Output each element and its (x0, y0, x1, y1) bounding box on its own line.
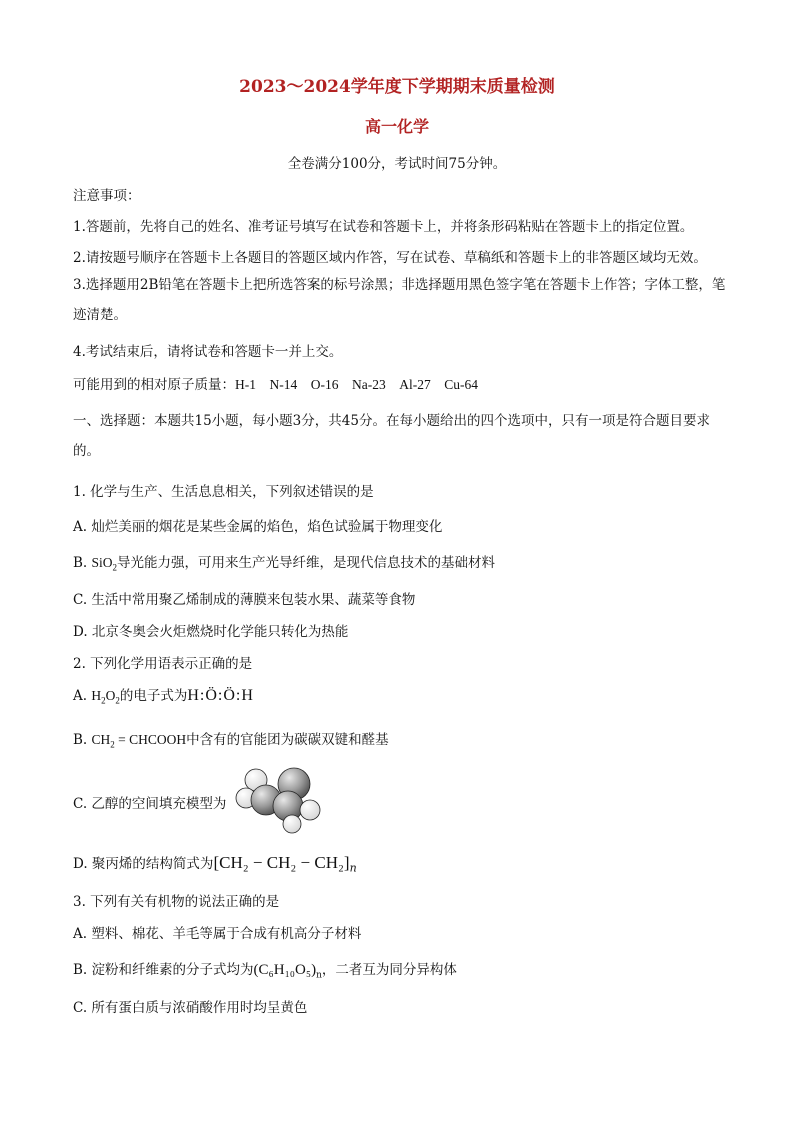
q2-option-b: B. $CH_2$ = CHCOOH中含有的官能团为碳碳双键和醛基 (73, 732, 389, 750)
notice-item-2: 2.请按题号顺序在答题卡上各题目的答题区域内作答，写在试卷、草稿纸和答题卡上的非答题区域均无效。 (73, 250, 707, 266)
q2-formula-h2o2: $H_2O_2$ (91, 688, 120, 706)
notice-item-1: 1.答题前，先将自己的姓名、准考证号填写在试卷和答题卡上，并将条形码粘贴在答题卡上的指定位置。 (73, 219, 694, 235)
notice-item-3: 3.选择题用2B铅笔在答题卡上把所选答案的标号涂黑；非选择题用黑色签字笔在答题卡上作答；字体工整，笔迹清楚。 (73, 277, 726, 323)
atomic-masses (73, 373, 478, 393)
notice-heading: 注意事项： (73, 188, 141, 204)
notice-item-4: 4.考试结束后，请将试卷和答题卡一并上交。 (73, 344, 343, 360)
q3-option-b: B. 淀粉和纤维素的分子式均为$(C_6H_{10}O_5)_n$，二者互为同分异构体 (73, 962, 457, 981)
q1-option-b: B. SiO$_2$导光能力强，可用来生产光导纤维，是现代信息技术的基础材料 (73, 555, 496, 573)
q2-option-d: D. 聚丙烯的结构简式为$[CH_2 - CH_2 - CH_2]_n$ (73, 853, 357, 875)
q2-option-c: C. 乙醇的空间填充模型为 (73, 796, 227, 812)
q1-formula-sio2: SiO$_2$ (91, 555, 118, 573)
q3-option-c: C. 所有蛋白质与浓硝酸作用时均呈黄色 (73, 1000, 308, 1016)
q3-formula-starch: (C₆H₁₀O₅) (253, 962, 317, 978)
q3-option-a: A. 塑料、棉花、羊毛等属于合成有机高分子材料 (73, 926, 362, 942)
q1-option-d: D. 北京冬奥会火炬燃烧时化学能只转化为热能 (73, 624, 349, 640)
exam-info: 全卷满分100分，考试时间75分钟。 (287, 156, 507, 172)
atomic-masses-label: 可能用到的相对原子质量： (73, 377, 235, 393)
exam-subject: 高一化学 (364, 117, 429, 136)
ethanol-space-filling-model-icon (232, 764, 322, 834)
section1-intro: 一、选择题：本题共15小题，每小题3分，共45分。在每小题给出的四个选项中，只有一项是符合题目要求的。 (73, 413, 710, 459)
exam-title: 2023～2024学年度下学期期末质量检测 (239, 77, 555, 97)
q1-stem: 1. 化学与生产、生活息息相关，下列叙述错误的是 (73, 484, 374, 500)
q1-option-c: C. 生活中常用聚乙烯制成的薄膜来包装水果、蔬菜等食物 (73, 592, 416, 608)
q2-option-a: A. $H_2O_2$的电子式为H:Ö:Ö:H (73, 687, 254, 706)
q3-stem: 3. 下列有关有机物的说法正确的是 (73, 894, 280, 910)
atomic-masses-values: H-1 N-14 O-16 Na-23 Al-27 Cu-64 (235, 377, 478, 392)
q2-stem: 2. 下列化学用语表示正确的是 (73, 656, 253, 672)
q1-option-a: A. 灿烂美丽的烟花是某些金属的焰色，焰色试验属于物理变化 (73, 519, 443, 535)
electron-dot-formula: H:Ö:Ö:H (187, 687, 254, 704)
polypropylene-formula: [CH₂ − CH₂ − CH₂] (213, 853, 350, 872)
q2-formula-acrylic: $CH_2$ = CHCOOH (91, 732, 187, 750)
